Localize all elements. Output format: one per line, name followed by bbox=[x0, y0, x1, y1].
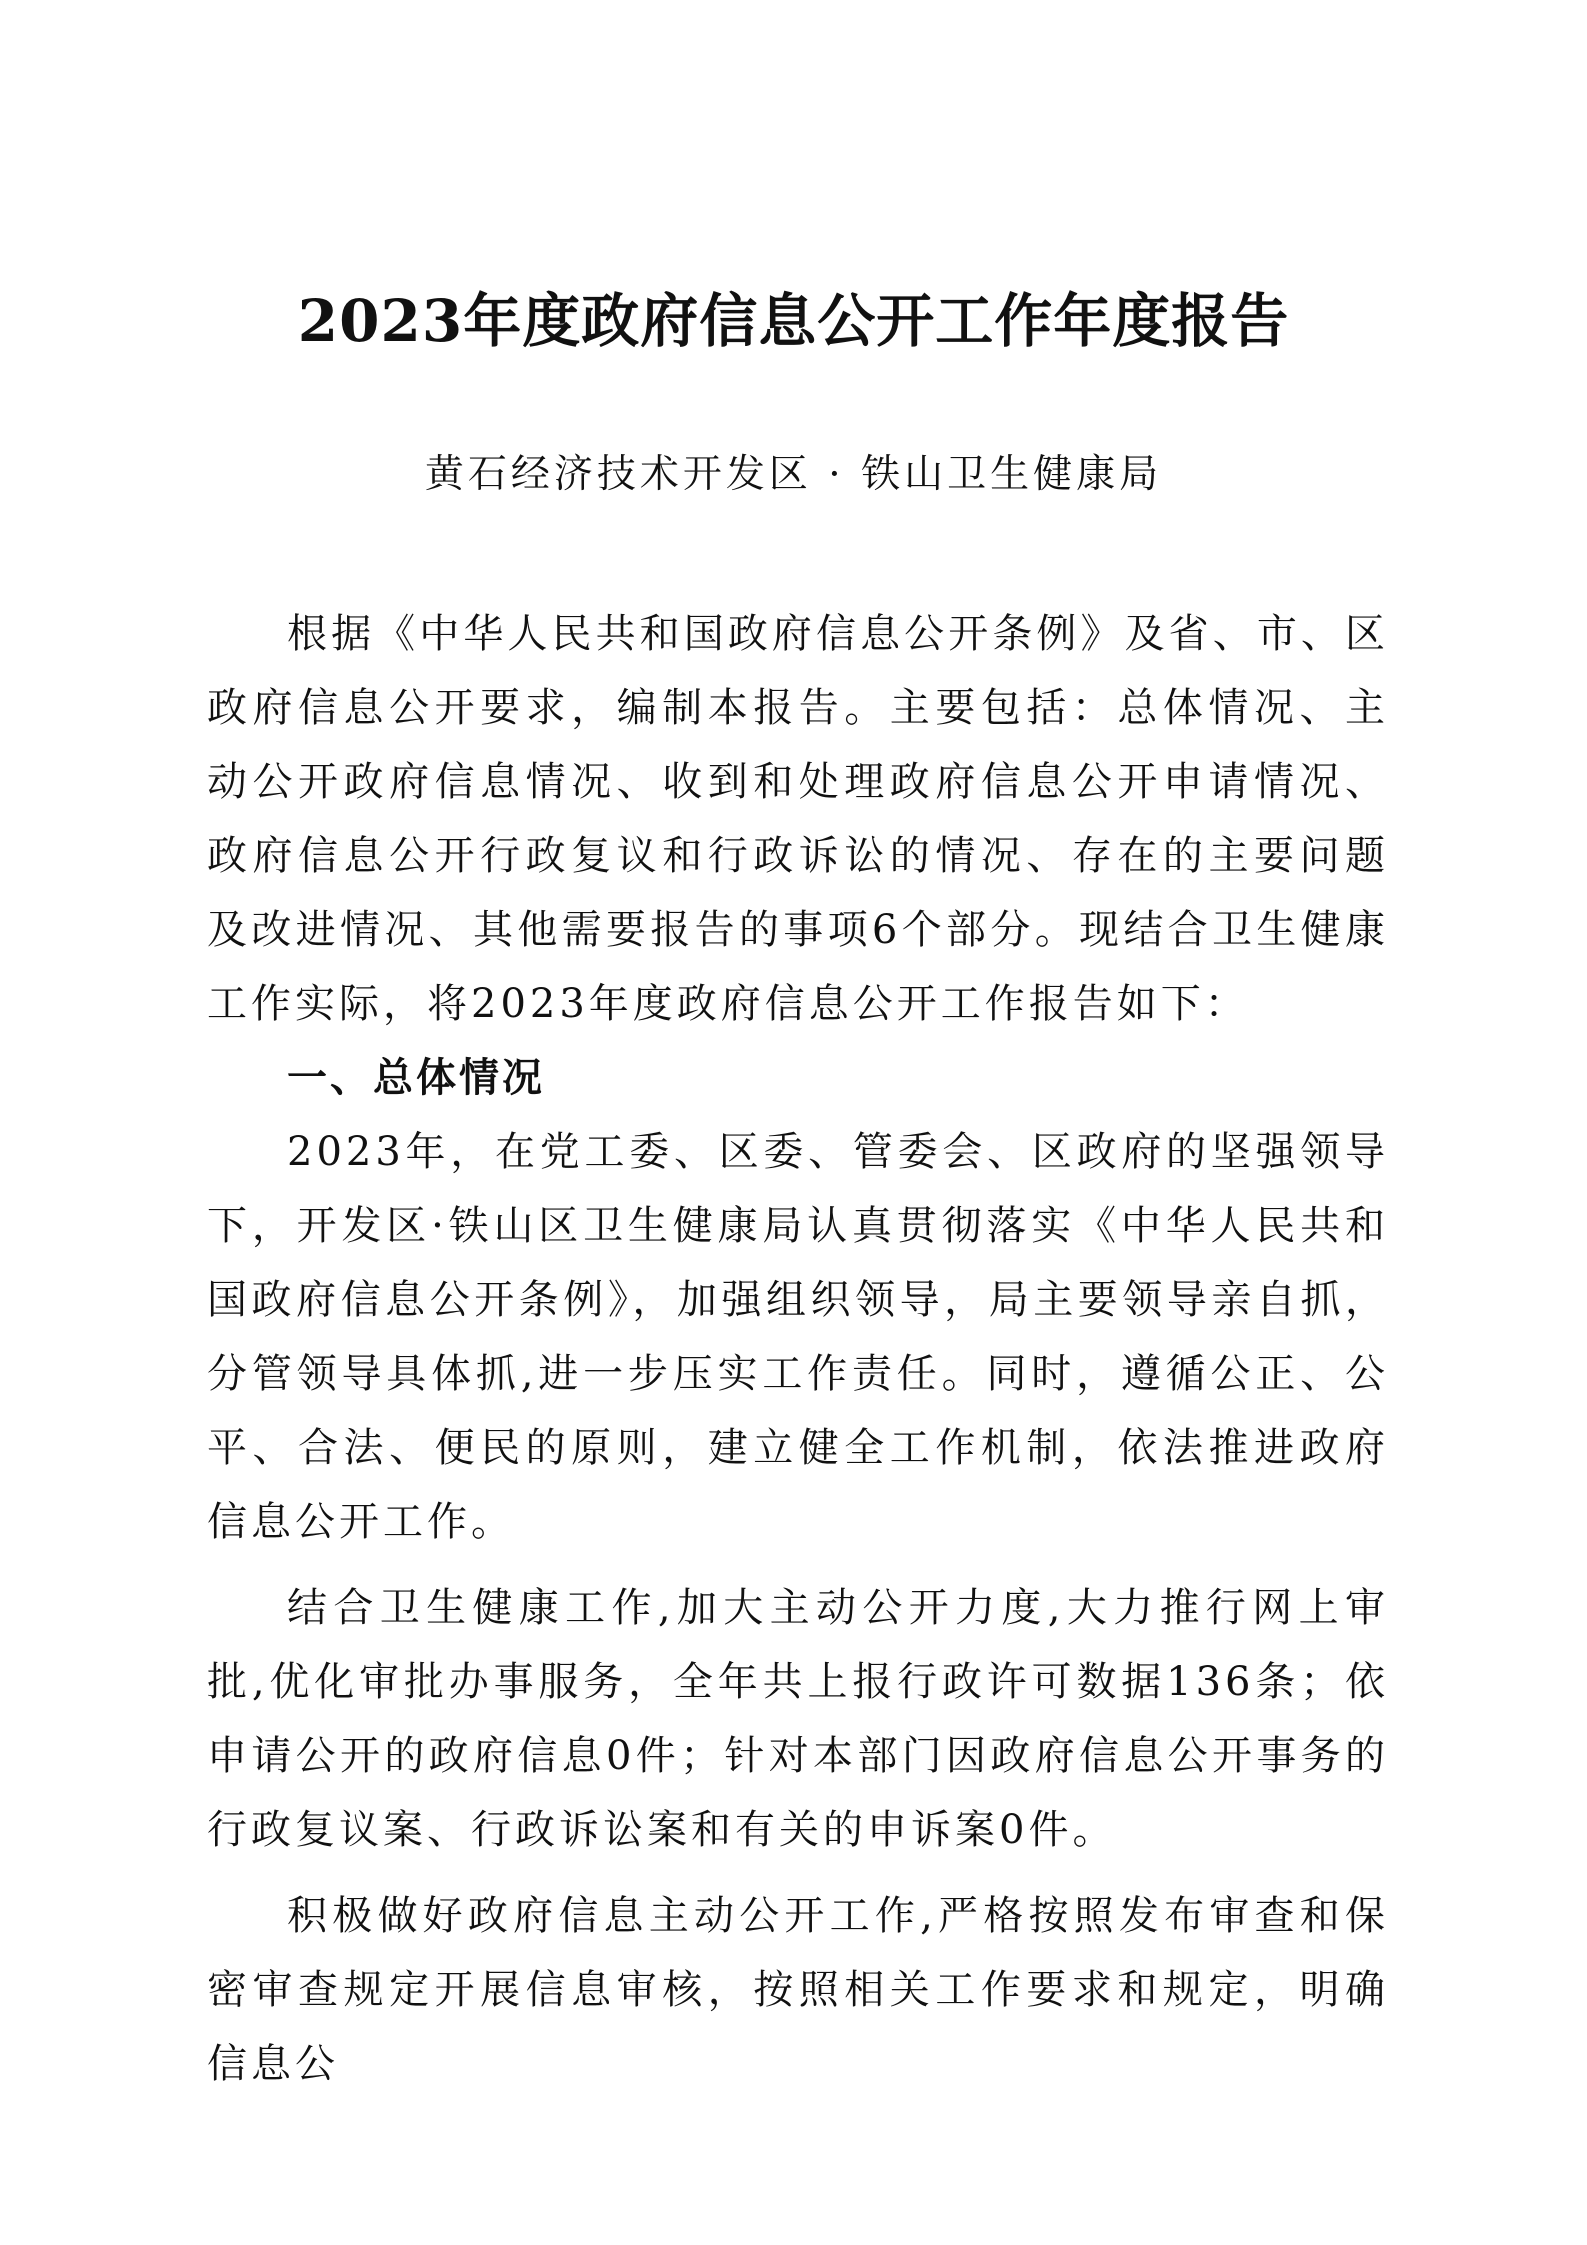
document-issuer: 黄石经济技术开发区 · 铁山卫生健康局 bbox=[424, 452, 1163, 497]
document-body bbox=[207, 597, 1389, 2101]
overview-paragraph-3: 积极做好政府信息主动公开工作,严格按照发布审查和保密审查规定开展信息审核，按照相关工作要求和规定，明确信息公 bbox=[207, 1893, 1389, 2087]
overview-paragraph-2: 结合卫生健康工作,加大主动公开力度,大力推行网上审批,优化审批办事服务，全年共上报行政许可数据136条；依申请公开的政府信息0件；针对本部门因政府信息公开事务的行政复议案、行政诉讼案和有关的申诉案0件。 bbox=[207, 1585, 1389, 1853]
overview-paragraph-1: 2023年，在党工委、区委、管委会、区政府的坚强领导下，开发区·铁山区卫生健康局认真贯彻落实《中华人民共和国政府信息公开条例》，加强组织领导，局主要领导亲自抓，分管领导具体抓,进一步压实工作责任。同时，遵循公正、公平、合法、便民的原则，建立健全工作机制，依法推进政府信息公开工作。 bbox=[207, 1129, 1389, 1545]
document-title: 2023年度政府信息公开工作年度报告 bbox=[297, 287, 1290, 355]
intro-paragraph: 根据《中华人民共和国政府信息公开条例》及省、市、区政府信息公开要求，编制本报告。主要包括：总体情况、主动公开政府信息情况、收到和处理政府信息公开申请情况、政府信息公开行政复议和行政诉讼的情况、存在的主要问题及改进情况、其他需要报告的事项6个部分。现结合卫生健康工作实际，将2023年度政府信息公开工作报告如下： bbox=[207, 611, 1389, 1027]
section-heading-overview: 一、总体情况 bbox=[287, 1055, 545, 1101]
